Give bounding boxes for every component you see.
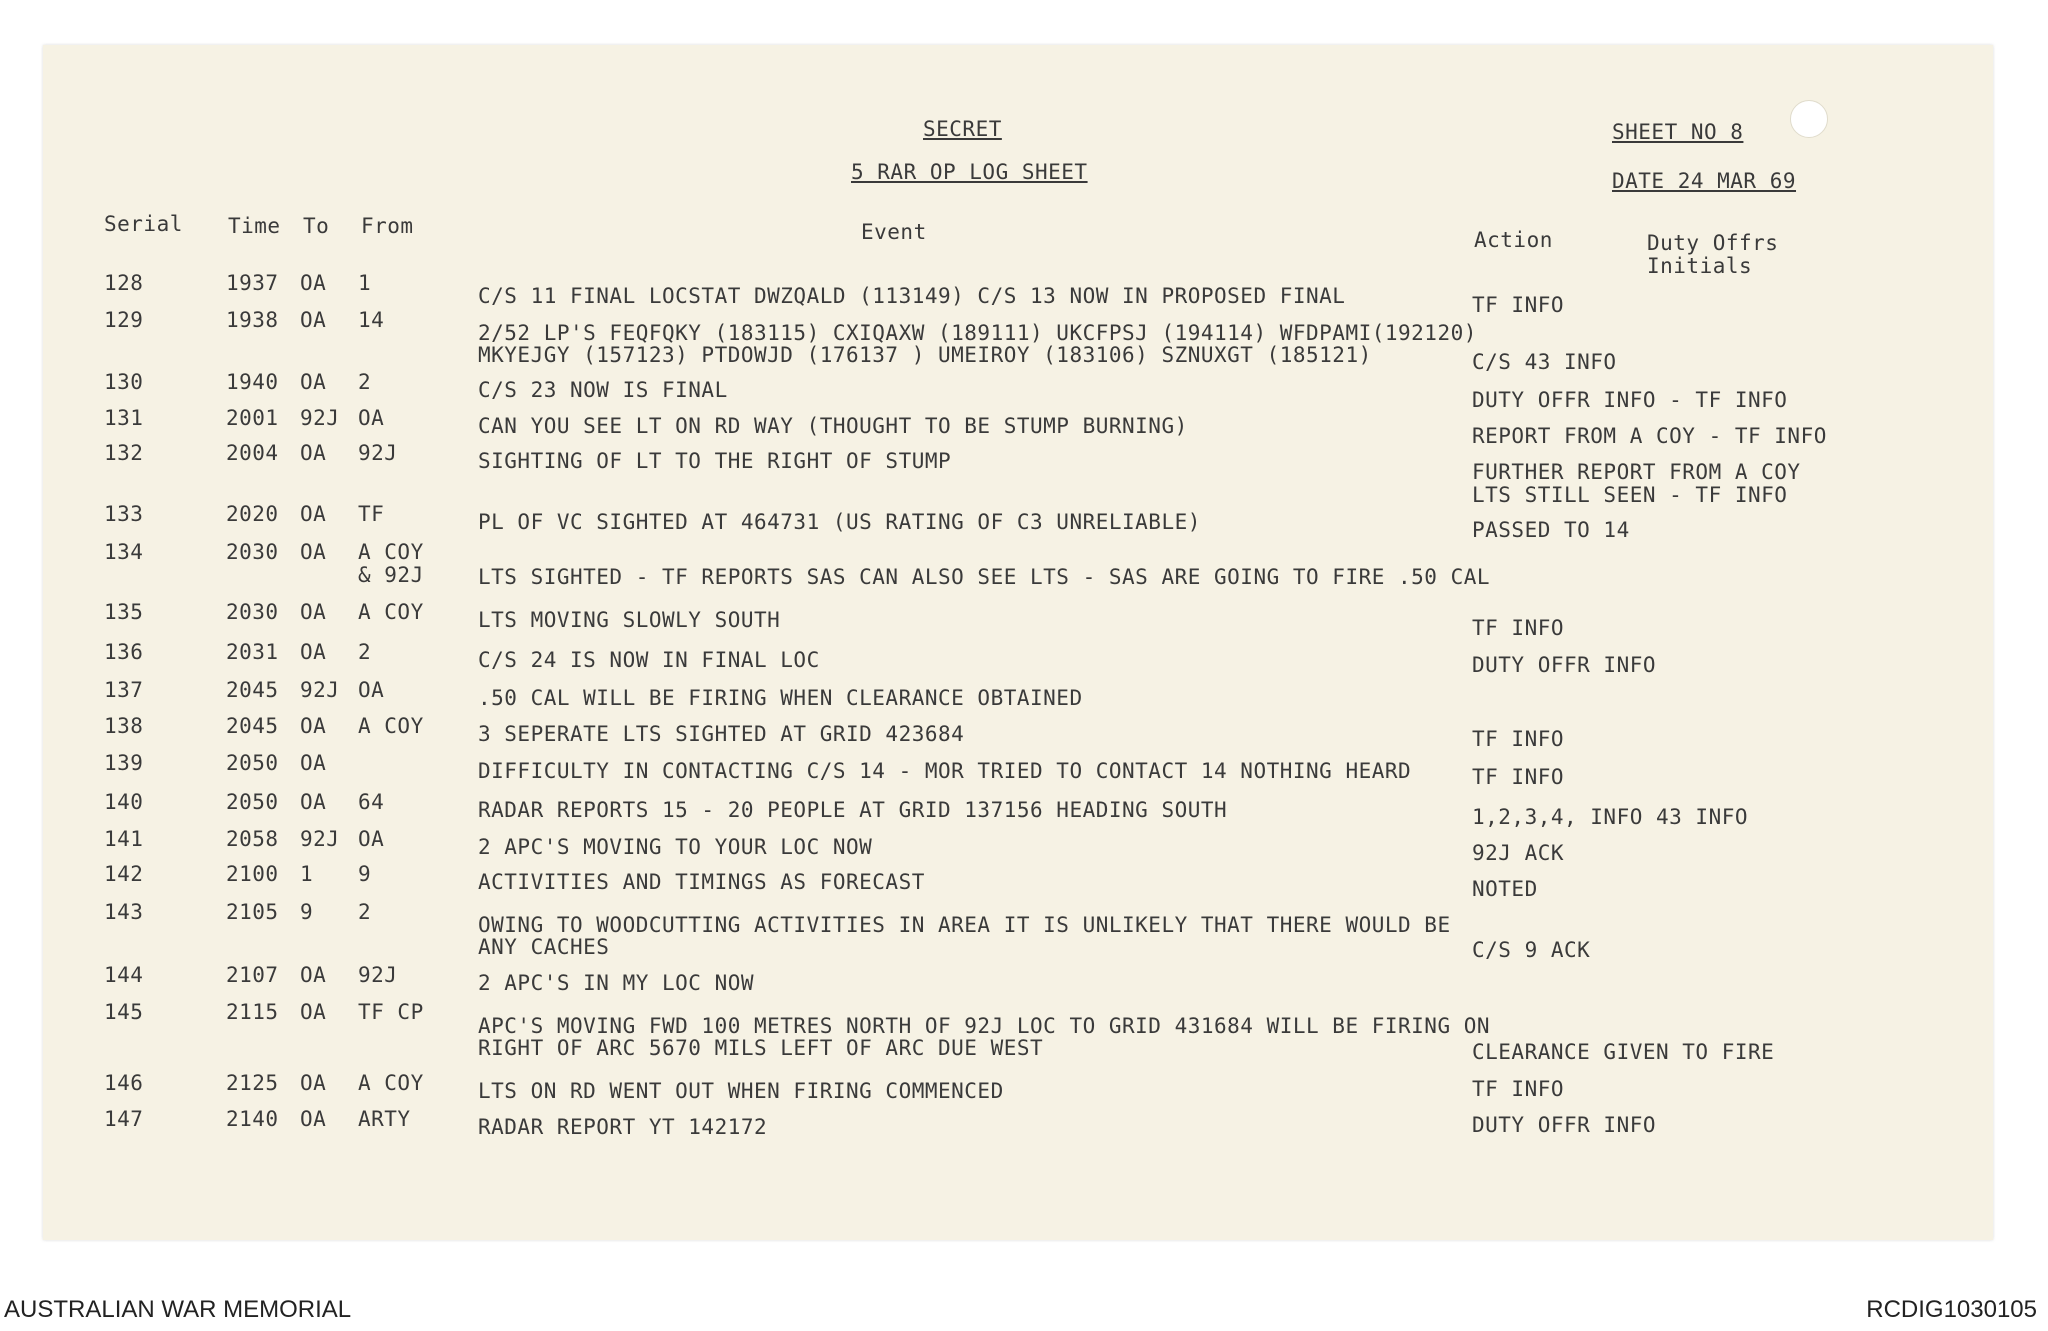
entry-time: 2050 [226, 790, 279, 814]
entry-from: 14 [358, 308, 385, 332]
entry-time: 2050 [226, 751, 279, 775]
classification-heading: SECRET [923, 117, 1002, 141]
entry-event-text: 2/52 LP'S FEQFQKY (183115) CXIQAXW (189111) UKCFPSJ (194114) WFDPAMI(192120) [478, 321, 1477, 345]
entry-from: A COY [358, 540, 424, 564]
entry-action-text: 1,2,3,4, INFO 43 INFO [1472, 805, 1749, 829]
entry-time: 1938 [226, 308, 279, 332]
serial-number: 129 [104, 308, 144, 332]
serial-number: 134 [104, 540, 144, 564]
column-header-from: From [361, 214, 414, 238]
serial-number: 139 [104, 751, 144, 775]
entry-to: OA [300, 1071, 327, 1095]
entry-from: OA [358, 406, 385, 430]
entry-time: 2020 [226, 502, 279, 526]
entry-event-text: C/S 24 IS NOW IN FINAL LOC [478, 648, 820, 672]
entry-from: 92J [358, 441, 398, 465]
entry-to: 92J [300, 827, 340, 851]
entry-event-text: PL OF VC SIGHTED AT 464731 (US RATING OF C3 UNRELIABLE) [478, 510, 1201, 534]
column-header-to: To [303, 214, 330, 238]
serial-number: 146 [104, 1071, 144, 1095]
entry-to: OA [300, 790, 327, 814]
entry-time: 2107 [226, 963, 279, 987]
entry-action-text: DUTY OFFR INFO [1472, 1113, 1657, 1137]
entry-from: A COY [358, 1071, 424, 1095]
entry-from-line-2: & 92J [358, 563, 424, 587]
entry-time: 1937 [226, 271, 279, 295]
entry-from: OA [358, 827, 385, 851]
entry-to: OA [300, 1107, 327, 1131]
entry-time: 2030 [226, 540, 279, 564]
entry-event-text: DIFFICULTY IN CONTACTING C/S 14 - MOR TRIED TO CONTACT 14 NOTHING HEARD [478, 759, 1412, 783]
serial-number: 136 [104, 640, 144, 664]
entry-to: OA [300, 1000, 327, 1024]
entry-time: 2045 [226, 714, 279, 738]
column-header-action: Action [1474, 228, 1553, 252]
serial-number: 143 [104, 900, 144, 924]
column-header-time: Time [228, 214, 281, 238]
entry-to: OA [300, 370, 327, 394]
entry-from: 9 [358, 862, 372, 886]
entry-to: OA [300, 540, 327, 564]
entry-event-text: ANY CACHES [478, 935, 610, 959]
entry-to: OA [300, 714, 327, 738]
entry-time: 2140 [226, 1107, 279, 1131]
serial-number: 131 [104, 406, 144, 430]
entry-action-text: TF INFO [1472, 293, 1565, 317]
entry-event-text: CAN YOU SEE LT ON RD WAY (THOUGHT TO BE STUMP BURNING) [478, 414, 1188, 438]
entry-to: OA [300, 441, 327, 465]
sheet-date: DATE 24 MAR 69 [1612, 169, 1797, 193]
entry-from: 2 [358, 640, 372, 664]
entry-event-text: 2 APC'S MOVING TO YOUR LOC NOW [478, 835, 873, 859]
entry-event-text: 3 SEPERATE LTS SIGHTED AT GRID 423684 [478, 722, 965, 746]
serial-number: 130 [104, 370, 144, 394]
entry-to: OA [300, 600, 327, 624]
entry-event-text: LTS MOVING SLOWLY SOUTH [478, 608, 781, 632]
sheet-number: SHEET NO 8 [1612, 120, 1744, 144]
entry-event-text: SIGHTING OF LT TO THE RIGHT OF STUMP [478, 449, 952, 473]
serial-number: 145 [104, 1000, 144, 1024]
footer-source: AUSTRALIAN WAR MEMORIAL [4, 1296, 352, 1323]
serial-number: 144 [104, 963, 144, 987]
entry-event-text: LTS ON RD WENT OUT WHEN FIRING COMMENCED [478, 1079, 1004, 1103]
column-header-initials: Initials [1647, 254, 1753, 278]
entry-time: 2045 [226, 678, 279, 702]
entry-time: 2001 [226, 406, 279, 430]
entry-event-text: RIGHT OF ARC 5670 MILS LEFT OF ARC DUE WEST [478, 1036, 1044, 1060]
entry-action-text: LTS STILL SEEN - TF INFO [1472, 483, 1788, 507]
entry-time: 2105 [226, 900, 279, 924]
entry-event-text: C/S 11 FINAL LOCSTAT DWZQALD (113149) C/S 13 NOW IN PROPOSED FINAL [478, 284, 1346, 308]
entry-time: 2058 [226, 827, 279, 851]
entry-action-text: C/S 43 INFO [1472, 350, 1617, 374]
entry-to: 9 [300, 900, 314, 924]
entry-action-text: TF INFO [1472, 765, 1565, 789]
entry-action-text: TF INFO [1472, 1077, 1565, 1101]
entry-to: OA [300, 640, 327, 664]
entry-to: 92J [300, 678, 340, 702]
entry-event-text: APC'S MOVING FWD 100 METRES NORTH OF 92J LOC TO GRID 431684 WILL BE FIRING ON [478, 1014, 1491, 1038]
entry-from: 2 [358, 900, 372, 924]
entry-from: 92J [358, 963, 398, 987]
entry-action-text: CLEARANCE GIVEN TO FIRE [1472, 1040, 1775, 1064]
entry-time: 2115 [226, 1000, 279, 1024]
entry-action-text: REPORT FROM A COY - TF INFO [1472, 424, 1827, 448]
entry-to: 92J [300, 406, 340, 430]
entry-event-text: RADAR REPORT YT 142172 [478, 1115, 768, 1139]
column-header-event: Event [861, 220, 927, 244]
entry-time: 2125 [226, 1071, 279, 1095]
entry-from: 64 [358, 790, 385, 814]
entry-action-text: FURTHER REPORT FROM A COY [1472, 460, 1801, 484]
entry-action-text: TF INFO [1472, 616, 1565, 640]
punch-hole [1790, 100, 1828, 138]
entry-action-text: C/S 9 ACK [1472, 938, 1591, 962]
entry-from: TF CP [358, 1000, 424, 1024]
entry-event-text: .50 CAL WILL BE FIRING WHEN CLEARANCE OBTAINED [478, 686, 1083, 710]
serial-number: 128 [104, 271, 144, 295]
entry-time: 2030 [226, 600, 279, 624]
entry-action-text: PASSED TO 14 [1472, 518, 1630, 542]
column-header-duty-offrs: Duty Offrs [1647, 231, 1779, 255]
entry-to: OA [300, 963, 327, 987]
serial-number: 135 [104, 600, 144, 624]
entry-action-text: 92J ACK [1472, 841, 1565, 865]
entry-event-text: C/S 23 NOW IS FINAL [478, 378, 728, 402]
entry-from: OA [358, 678, 385, 702]
footer-reference: RCDIG1030105 [1866, 1296, 2037, 1323]
entry-time: 2031 [226, 640, 279, 664]
entry-event-text: LTS SIGHTED - TF REPORTS SAS CAN ALSO SEE LTS - SAS ARE GOING TO FIRE .50 CAL [478, 565, 1491, 589]
serial-number: 137 [104, 678, 144, 702]
entry-event-text: OWING TO WOODCUTTING ACTIVITIES IN AREA IT IS UNLIKELY THAT THERE WOULD BE [478, 913, 1451, 937]
entry-from: ARTY [358, 1107, 411, 1131]
entry-to: OA [300, 271, 327, 295]
serial-number: 142 [104, 862, 144, 886]
entry-from: A COY [358, 714, 424, 738]
entry-from: TF [358, 502, 385, 526]
entry-action-text: DUTY OFFR INFO [1472, 653, 1657, 677]
entry-to: 1 [300, 862, 314, 886]
entry-event-text: 2 APC'S IN MY LOC NOW [478, 971, 755, 995]
serial-number: 133 [104, 502, 144, 526]
entry-action-text: NOTED [1472, 877, 1538, 901]
entry-event-text: MKYEJGY (157123) PTDOWJD (176137 ) UMEIROY (183106) SZNUXGT (185121) [478, 343, 1372, 367]
entry-to: OA [300, 751, 327, 775]
entry-event-text: RADAR REPORTS 15 - 20 PEOPLE AT GRID 137156 HEADING SOUTH [478, 798, 1228, 822]
entry-action-text: DUTY OFFR INFO - TF INFO [1472, 388, 1788, 412]
page-title: 5 RAR OP LOG SHEET [851, 160, 1088, 184]
entry-time: 2100 [226, 862, 279, 886]
entry-to: OA [300, 502, 327, 526]
serial-number: 141 [104, 827, 144, 851]
entry-from: 1 [358, 271, 372, 295]
entry-event-text: ACTIVITIES AND TIMINGS AS FORECAST [478, 870, 925, 894]
column-header-serial: Serial [104, 212, 183, 236]
serial-number: 138 [104, 714, 144, 738]
entry-action-text: TF INFO [1472, 727, 1565, 751]
entry-from: 2 [358, 370, 372, 394]
entry-time: 2004 [226, 441, 279, 465]
serial-number: 140 [104, 790, 144, 814]
serial-number: 147 [104, 1107, 144, 1131]
serial-number: 132 [104, 441, 144, 465]
entry-to: OA [300, 308, 327, 332]
entry-from: A COY [358, 600, 424, 624]
entry-time: 1940 [226, 370, 279, 394]
